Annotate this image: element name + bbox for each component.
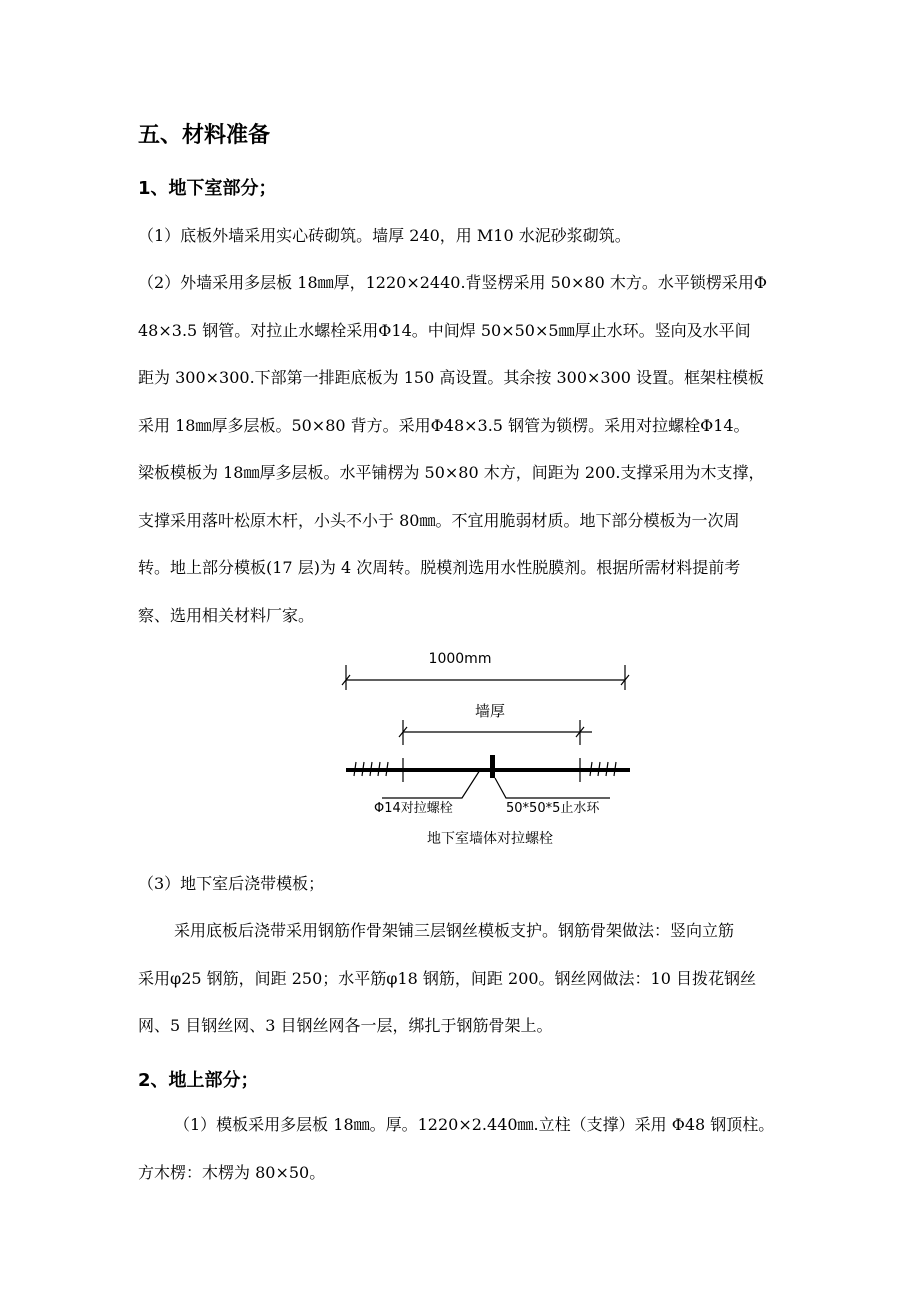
paragraph-line: 转。地上部分模板(17 层)为 4 次周转。脱模剂选用水性脱膜剂。根据所需材料提前考 xyxy=(138,558,741,577)
paragraph-line: （1）底板外墙采用实心砖砌筑。墙厚 240，用 M10 水泥砂浆砌筑。 xyxy=(138,226,631,245)
paragraph-4 xyxy=(138,1101,838,1196)
label-water-stop-ring: 50*50*5止水环 xyxy=(506,801,600,816)
paragraph-3 xyxy=(138,907,838,1050)
water-stop-ring xyxy=(490,755,495,778)
label-tie-bolt: Φ14对拉螺栓 xyxy=(374,801,453,816)
paragraph-line: 支撑采用落叶松原木杆，小头不小于 80㎜。不宜用脆弱材质。地下部分模板为一次周 xyxy=(138,510,740,530)
paragraph-line: 48×3.5 钢管。对拉止水螺栓采用Φ14。中间焊 50×50×5㎜厚止水环。竖向及水平间 xyxy=(138,320,751,340)
paragraph-3-title xyxy=(138,860,838,908)
dim-label-total: 1000mm xyxy=(428,651,492,667)
paragraph-2 xyxy=(138,259,838,639)
tie-bolt-diagram xyxy=(330,650,650,855)
paragraph-line: 采用 18㎜厚多层板。50×80 背方。采用Φ48×3.5 钢管为锁楞。采用对拉螺栓Φ14。 xyxy=(138,415,750,435)
paragraph-line: （2）外墙采用多层板 18㎜厚，1220×2440.背竖楞采用 50×80 木方。水平锁楞采用Φ xyxy=(138,273,767,292)
paragraph-1 xyxy=(138,212,838,260)
leader-line-bolt xyxy=(382,770,480,798)
dim-label-wall: 墙厚 xyxy=(474,702,506,720)
subsection-title-basement: 1、地下室部分； xyxy=(138,178,277,199)
paragraph-line: 察、选用相关材料厂家。 xyxy=(138,605,315,625)
paragraph-line: 方木楞：木楞为 80×50。 xyxy=(138,1162,326,1182)
leader-line-ring xyxy=(495,778,610,798)
subsection-title-aboveground: 2、地上部分； xyxy=(138,1070,259,1091)
paragraph-line: （1）模板采用多层板 18㎜。厚。1220×2.440㎜.立柱（支撑）采用 Φ48 钢顶柱。 xyxy=(174,1115,775,1134)
paragraph-line: 梁板模板为 18㎜厚多层板。水平铺楞为 50×80 木方，间距为 200.支撑采用为木支撑， xyxy=(138,463,765,482)
paragraph-line: 采用底板后浇带采用钢筋作骨架铺三层钢丝模板支护。钢筋骨架做法：竖向立筋 xyxy=(174,921,735,940)
paragraph-line: 网、5 目钢丝网、3 目钢丝网各一层，绑扎于钢筋骨架上。 xyxy=(138,1016,553,1035)
paragraph-line: 采用φ25 钢筋，间距 250；水平筋φ18 钢筋，间距 200。钢丝网做法：10 目拨花钢丝 xyxy=(138,968,756,988)
paragraph-line: （3）地下室后浇带模板； xyxy=(138,874,325,893)
paragraph-line: 距为 300×300.下部第一排距底板为 150 高设置。其余按 300×300 设置。框架柱模板 xyxy=(138,368,765,387)
section-title: 五、材料准备 xyxy=(138,123,271,148)
diagram-caption: 地下室墙体对拉螺栓 xyxy=(427,831,553,847)
